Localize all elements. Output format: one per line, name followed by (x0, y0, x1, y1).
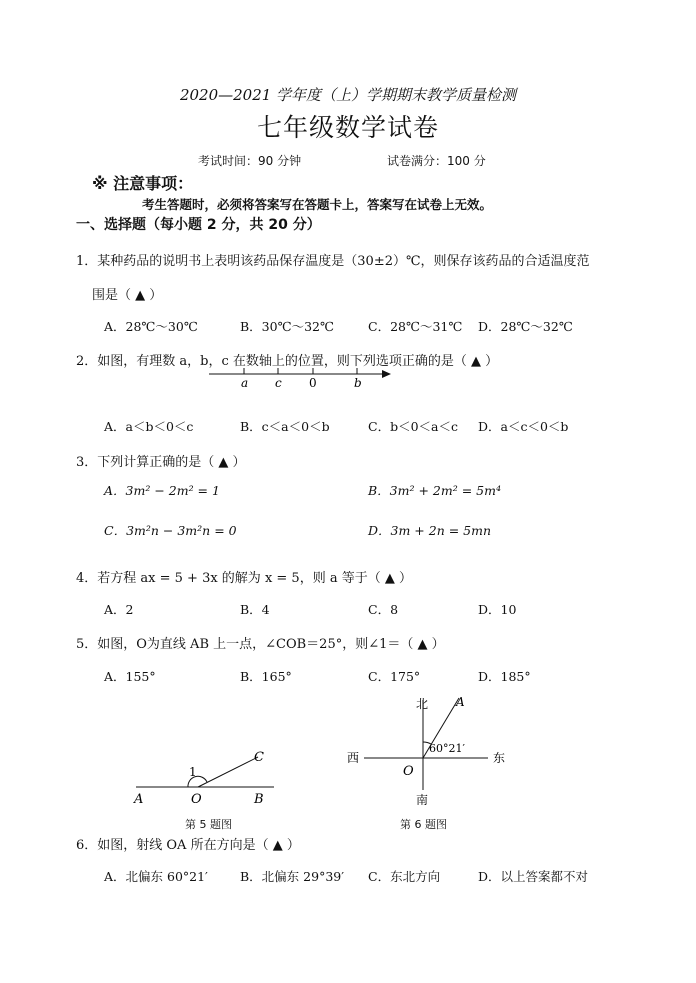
axis-label-a: a (241, 376, 249, 390)
point-b-label: B (254, 792, 264, 807)
q2-number-line (205, 364, 405, 394)
q2-option-b: B．c＜a＜0＜b (240, 419, 330, 434)
q2-option-d: D．a＜c＜0＜b (478, 419, 569, 434)
angle-value-label: 60°21′ (429, 742, 465, 755)
q6-text: 6．如图，射线 OA 所在方向是（ ▲ ） (76, 838, 300, 853)
q3-option-b: B．3m² + 2m² = 5m⁴ (368, 483, 501, 498)
exam-time: 考试时间：90 分钟 (198, 154, 302, 168)
point-c-label: C (254, 750, 264, 765)
q3-option-c: C．3m²n − 3m²n = 0 (104, 523, 237, 538)
q4-option-a: A．2 (104, 602, 134, 617)
q5-option-b: B．165° (240, 669, 292, 684)
q2-text: 2．如图，有理数 a，b，c 在数轴上的位置，则下列选项正确的是（ ▲ ） (76, 354, 499, 369)
q5-option-c: C．175° (368, 669, 421, 684)
q3-option-d: D．3m + 2n = 5mn (368, 523, 492, 538)
q3-option-a: A．3m² − 2m² = 1 (104, 483, 220, 498)
q1-option-c: C．28℃～31℃ (368, 319, 463, 334)
q5-figure (126, 745, 286, 810)
q5-figure-caption: 第 5 题图 (185, 818, 232, 831)
q4-option-b: B．4 (240, 602, 270, 617)
east-label: 东 (493, 751, 506, 765)
q5-option-d: D．185° (478, 669, 531, 684)
q1-option-d: D．28℃～32℃ (478, 319, 573, 334)
axis-label-zero: 0 (309, 376, 317, 390)
section-heading: 一、选择题（每小题 2 分，共 20 分） (76, 217, 321, 233)
west-label: 西 (347, 751, 360, 765)
q1-text-line2: 围是（ ▲ ） (92, 288, 163, 303)
q4-option-d: D．10 (478, 602, 517, 617)
notes-title: ※ 注意事项： (92, 174, 194, 193)
q2-option-a: A．a＜b＜0＜c (104, 419, 194, 434)
q6-option-d: D．以上答案都不对 (478, 869, 589, 884)
north-label: 北 (416, 697, 429, 711)
angle-one-label: 1 (189, 765, 197, 779)
q1-option-b: B．30℃～32℃ (240, 319, 334, 334)
axis-label-b: b (354, 376, 362, 390)
exam-score: 试卷满分：100 分 (387, 154, 486, 168)
exam-title: 七年级数学试卷 (256, 113, 439, 142)
point-a-label: A (134, 792, 144, 807)
south-label: 南 (416, 793, 429, 807)
arrow-icon (382, 370, 391, 378)
q2-option-c: C．b＜0＜a＜c (368, 419, 458, 434)
q6-figure (340, 690, 530, 810)
q6-option-a: A．北偏东 60°21′ (104, 869, 208, 884)
q3-text: 3．下列计算正确的是（ ▲ ） (76, 455, 246, 470)
q6-option-b: B．北偏东 29°39′ (240, 869, 345, 884)
q6-figure-caption: 第 6 题图 (400, 818, 447, 831)
q6-option-c: C．东北方向 (368, 869, 441, 884)
q1-text-line1: 1．某种药品的说明书上表明该药品保存温度是（30±2）℃，则保存该药品的合适温度范 (76, 254, 590, 269)
q1-option-a: A．28℃～30℃ (104, 319, 198, 334)
point-a-label: A (456, 695, 465, 709)
notes-body: 考生答题时，必须将答案写在答题卡上，答案写在试卷上无效。 (142, 197, 493, 212)
q4-option-c: C．8 (368, 602, 399, 617)
axis-label-c: c (275, 376, 282, 390)
q5-text: 5．如图，O为直线 AB 上一点，∠COB＝25°，则∠1＝（ ▲ ） (76, 637, 445, 652)
point-o-label: O (191, 792, 202, 807)
exam-header-line: 2020—2021 学年度（上）学期期末教学质量检测 (179, 86, 517, 104)
point-o-label: O (403, 764, 414, 779)
q5-option-a: A．155° (104, 669, 156, 684)
q4-text: 4．若方程 ax = 5 + 3x 的解为 x = 5，则 a 等于（ ▲ ） (76, 571, 412, 586)
